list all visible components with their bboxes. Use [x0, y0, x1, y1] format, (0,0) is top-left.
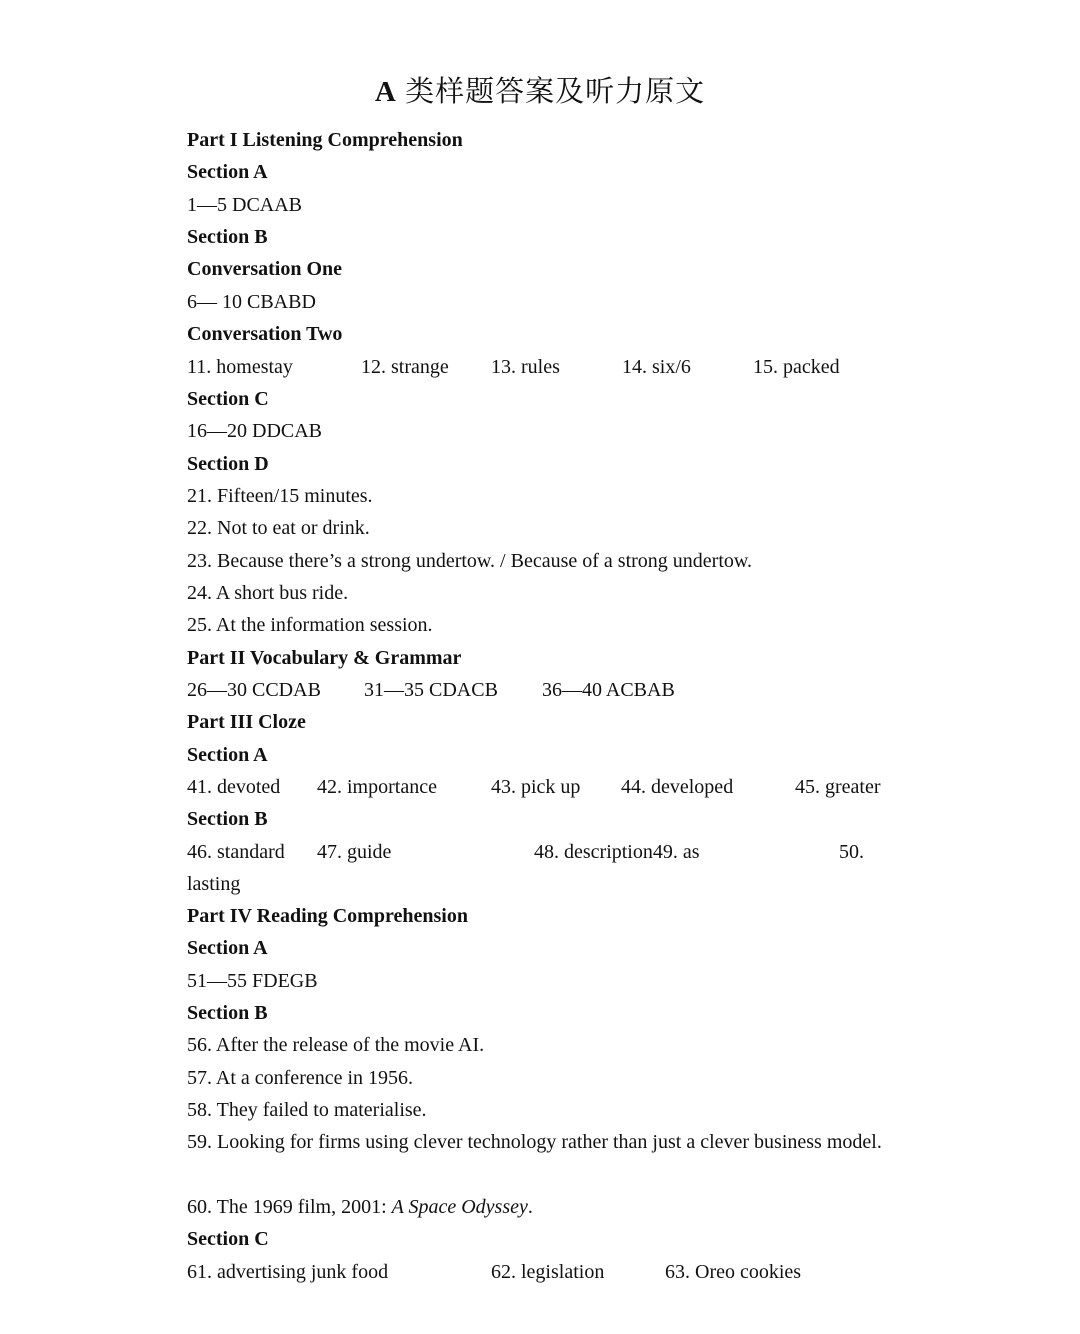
answer-continuation: lasting: [187, 873, 241, 895]
part3-section-a-answers: [187, 775, 897, 799]
answer-item: 41. devoted: [187, 776, 281, 798]
answer-line: 58. They failed to materialise.: [187, 1099, 427, 1121]
answer-item: 26—30 CCDAB: [187, 679, 321, 701]
part1-section-a-answer: 1—5 DCAAB: [187, 194, 303, 216]
part1-section-a-heading: Section A: [187, 161, 268, 183]
conversation-two-answers: [187, 355, 887, 379]
answer-60-end: .: [527, 1196, 533, 1218]
answer-item: 36—40 ACBAB: [542, 679, 675, 701]
answer-item: 15. packed: [753, 356, 840, 378]
part3-section-b-heading: Section B: [187, 808, 268, 830]
page-title: [0, 72, 1080, 112]
answer-item: 12. strange: [361, 356, 449, 378]
answer-line: 21. Fifteen/15 minutes.: [187, 485, 373, 507]
answer-60-text: 60. The 1969 film, 2001:: [187, 1196, 392, 1218]
answer-line: 25. At the information session.: [187, 614, 433, 636]
title-letter: A: [374, 76, 397, 108]
part1-section-b-heading: Section B: [187, 226, 268, 248]
answer-item: 63. Oreo cookies: [665, 1261, 802, 1283]
title-chinese: 类样题答案及听力原文: [405, 76, 706, 108]
answer-item: 45. greater: [795, 776, 881, 798]
part2-answers: [187, 678, 787, 702]
answer-paragraph: 59. Looking for firms using clever technology rather than just a clever business model.: [187, 1131, 882, 1153]
part4-section-c-answers: [187, 1260, 887, 1284]
conversation-one-heading: Conversation One: [187, 258, 342, 280]
answer-item: 47. guide: [317, 841, 392, 863]
answer-item: 46. standard: [187, 841, 285, 863]
answer-item: 31—35 CDACB: [364, 679, 498, 701]
part4-section-a-answer: 51—55 FDEGB: [187, 970, 318, 992]
answer-item: 50.: [839, 841, 864, 863]
conversation-one-answer: 6— 10 CBABD: [187, 291, 316, 313]
answer-item: 62. legislation: [491, 1261, 605, 1283]
part3-heading: Part III Cloze: [187, 711, 306, 733]
answer-item: 43. pick up: [491, 776, 581, 798]
conversation-two-heading: Conversation Two: [187, 323, 343, 345]
part4-heading: Part IV Reading Comprehension: [187, 905, 468, 927]
part4-section-c-heading: Section C: [187, 1228, 269, 1250]
part1-section-c-answer: 16—20 DDCAB: [187, 420, 323, 442]
answer-line: 24. A short bus ride.: [187, 582, 349, 604]
part2-heading: Part II Vocabulary & Grammar: [187, 647, 462, 669]
answer-item: 42. importance: [317, 776, 437, 798]
part1-section-c-heading: Section C: [187, 388, 269, 410]
part3-section-a-heading: Section A: [187, 744, 268, 766]
answer-item: 48. description49. as: [534, 841, 700, 863]
answer-item: 14. six/6: [622, 356, 691, 378]
answer-line: 56. After the release of the movie AI.: [187, 1034, 485, 1056]
answer-item: 13. rules: [491, 356, 560, 378]
answer-line: 22. Not to eat or drink.: [187, 517, 370, 539]
answer-line-60: [187, 1195, 533, 1219]
answer-item: 61. advertising junk food: [187, 1261, 389, 1283]
answer-item: 44. developed: [621, 776, 734, 798]
part4-section-a-heading: Section A: [187, 937, 268, 959]
part3-section-b-answers: [187, 840, 897, 864]
answer-line: 23. Because there’s a strong undertow. / Because of a strong undertow.: [187, 550, 753, 572]
answer-line: 57. At a conference in 1956.: [187, 1067, 414, 1089]
answer-item: 11. homestay: [187, 356, 293, 378]
part1-heading: Part I Listening Comprehension: [187, 129, 463, 151]
part4-section-b-heading: Section B: [187, 1002, 268, 1024]
film-title: A Space Odyssey: [391, 1196, 528, 1218]
part1-section-d-heading: Section D: [187, 453, 269, 475]
